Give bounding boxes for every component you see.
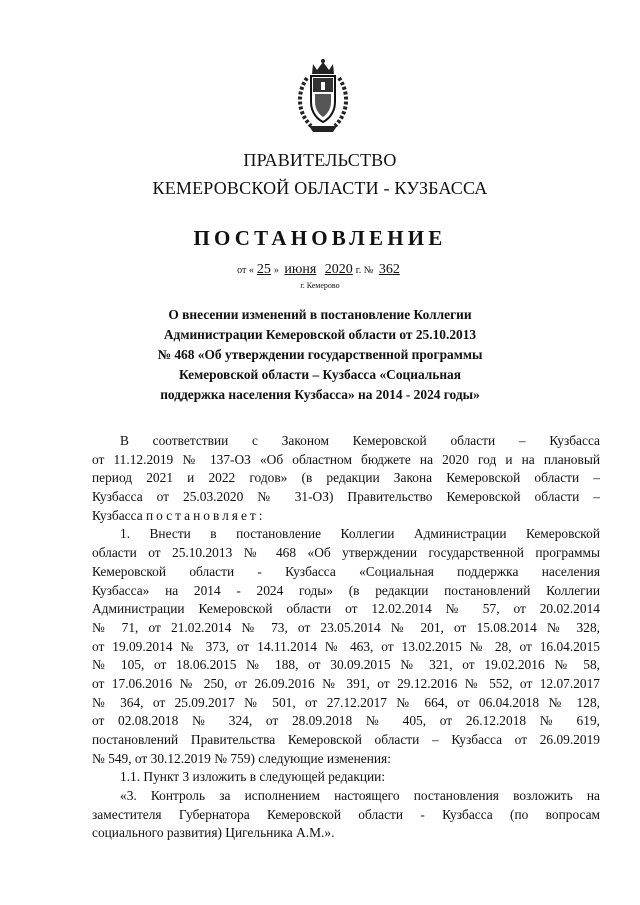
document-body: [92, 432, 600, 843]
government-name-line1: ПРАВИТЕЛЬСТВО: [243, 150, 397, 170]
document-number: 362: [378, 262, 400, 277]
government-name-line2: КЕМЕРОВСКОЙ ОБЛАСТИ - КУЗБАССА: [152, 178, 488, 198]
date-year-suffix: г.: [355, 265, 362, 276]
body-line: от 19.09.2014 № 373, от 14.11.2014 № 463, от 13.02.2015 № 28, от 16.04.2015: [92, 638, 600, 654]
body-line: Администрации Кемеровской области от 12.02.2014 № 57, от 20.02.2014: [92, 601, 600, 617]
number-label: №: [363, 265, 374, 276]
body-line: 1.1. Пункт 3 изложить в следующей редакции:: [120, 769, 386, 785]
body-line: № 549, от 30.12.2019 № 759) следующие изменения:: [92, 750, 391, 766]
body-line: постановлений Правительства Кемеровской области – Кузбасса от 26.09.2019: [92, 732, 600, 747]
body-line: Кемеровской области - Кузбасса «Социальная поддержка населения: [92, 563, 600, 579]
body-line: № 105, от 18.06.2015 № 188, от 30.09.2015 № 321, от 19.02.2016 № 58,: [92, 657, 600, 673]
document-title: [110, 305, 530, 405]
title-line: О внесении изменений в постановление Коллегии: [168, 307, 472, 322]
body-line: № 364, от 25.09.2017 № 501, от 27.12.2017 № 664, от 06.04.2018 № 128,: [92, 694, 600, 710]
date-prefix: от «: [237, 265, 254, 276]
body-line: от 17.06.2016 № 250, от 26.09.2016 № 391, от 29.12.2016 № 552, от 12.07.2017: [92, 675, 600, 691]
date-mid: »: [273, 265, 279, 276]
body-line: Кузбасса от 25.03.2020 № 31-ОЗ) Правительство Кемеровской области –: [92, 489, 600, 505]
body-line: социального развития) Цигельника А.М.».: [92, 825, 335, 841]
body-line: от 02.08.2018 № 324, от 28.09.2018 № 405, от 26.12.2018 № 619,: [92, 713, 600, 729]
coat-of-arms-emblem: [293, 58, 353, 134]
date-day: 25: [256, 262, 271, 277]
body-line: «3. Контроль за исполнением настоящего постановления возложить на: [120, 788, 600, 804]
decree-line: [92, 507, 600, 526]
body-line: Кузбасса» на 2014 - 2024 годы» (в редакции постановлений Коллегии: [92, 582, 600, 598]
title-line: Администрации Кемеровской области от 25.10.2013: [163, 327, 477, 342]
city-name: г. Кемерово: [300, 281, 340, 290]
body-line: от 11.12.2019 № 137-ОЗ «Об областном бюджете на 2020 год и на плановый: [92, 451, 600, 467]
title-line: Кемеровской области – Кузбасса «Социальная: [178, 367, 462, 382]
title-line: № 468 «Об утверждении государственной программы: [157, 347, 483, 362]
document-type-heading: ПОСТАНОВЛЕНИЕ: [193, 226, 447, 250]
date-number-row: [0, 262, 640, 278]
date-month: июня: [284, 262, 317, 277]
decree-prefix: Кузбасса: [92, 507, 147, 523]
body-line: № 71, от 21.02.2014 № 73, от 23.05.2014 № 201, от 15.08.2014 № 328,: [92, 619, 600, 635]
date-year: 2020: [324, 262, 353, 277]
body-line: В соответствии с Законом Кемеровской области – Кузбасса: [120, 433, 600, 448]
body-line: 1. Внести в постановление Коллегии Администрации Кемеровской: [120, 526, 600, 542]
decree-word: постановляет:: [146, 507, 266, 523]
body-line: период 2021 и 2022 годов» (в редакции Закона Кемеровской области –: [92, 470, 600, 486]
title-line: поддержка населения Кузбасса» на 2014 - 2024 годы»: [160, 387, 480, 402]
body-line: заместителя Губернатора Кемеровской области - Кузбасса (по вопросам: [92, 806, 600, 822]
body-line: области от 25.10.2013 № 468 «Об утверждении государственной программы: [92, 545, 600, 561]
